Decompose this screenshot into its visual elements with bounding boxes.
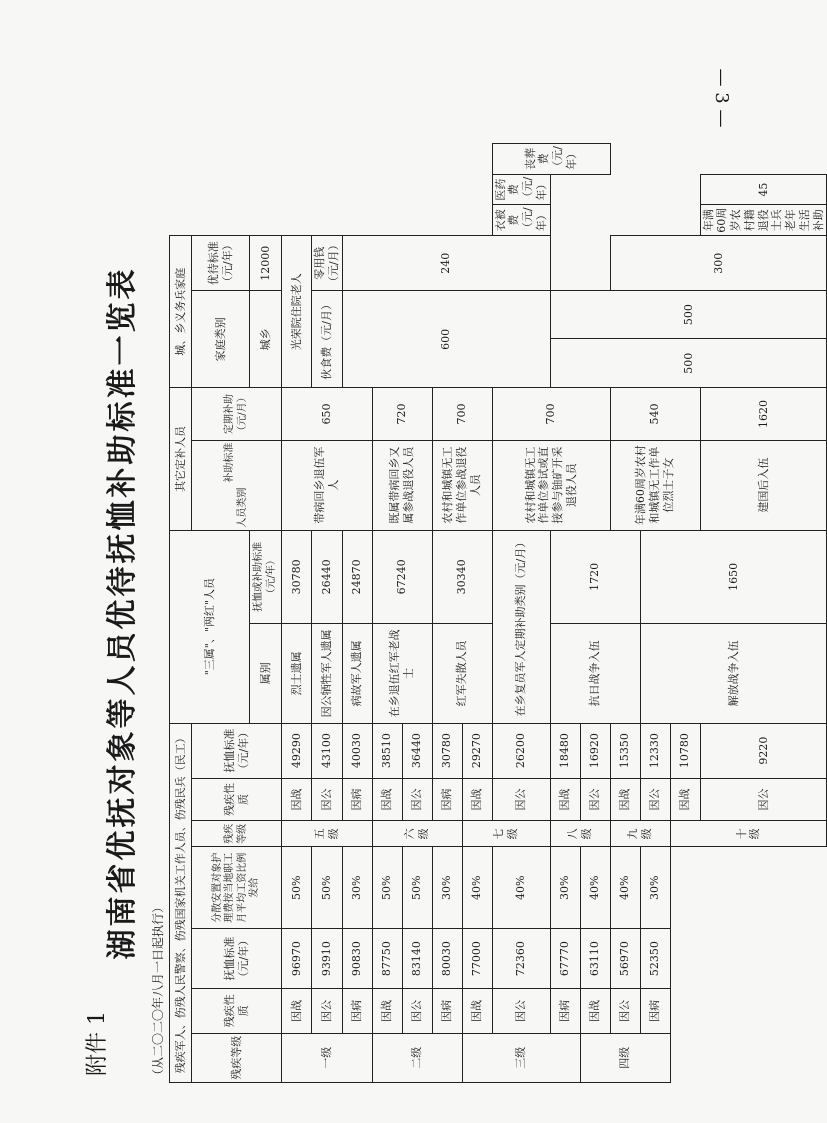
- standard-cell: 83140: [402, 929, 432, 989]
- subsidy-standard-label: 补助标准: [224, 442, 235, 483]
- nature-cell: 因战: [610, 778, 640, 821]
- standard-cell: 36440: [402, 723, 432, 778]
- person-category-label: 人员类别: [236, 487, 248, 528]
- casualty-type-cell: 在乡退伍红军老战士: [372, 624, 432, 724]
- col-casualty-type: 属别: [250, 624, 282, 724]
- casualty-standard-cell: 30780: [282, 530, 312, 623]
- nature-cell: 因公: [700, 778, 827, 821]
- care-cell: 50%: [312, 847, 343, 929]
- medical-fee-value: 500: [550, 291, 827, 339]
- other-type-cell: 年满60周岁农村籍退役士兵老年生活补助: [700, 205, 827, 236]
- level-10: 十级: [670, 821, 827, 847]
- nature-cell: 因战: [670, 778, 700, 821]
- regular-type-cell: 建国后入伍: [700, 440, 827, 530]
- care-cell: 30%: [640, 847, 670, 929]
- page-number: — 3 —: [711, 68, 732, 128]
- level-8: 八级: [550, 821, 610, 847]
- standard-cell: 49290: [282, 723, 312, 778]
- nature-cell: 因公: [610, 989, 640, 1033]
- group4-header: 城、乡义务兵家庭: [170, 236, 192, 388]
- other-type-cell: 农村和城镇无工作单位参试或直接参与铀矿开采退役人员: [492, 440, 610, 530]
- col-casualty-standard: 抚恤或补助标准（元/年）: [250, 530, 282, 623]
- col-medical-fee: 医药费（元/年）: [492, 174, 550, 205]
- nature-cell: 因病: [342, 778, 372, 821]
- col-disability-nature: 残疾性质: [192, 989, 282, 1033]
- other-type-cell: 既属带病回乡又属参战退役人员: [372, 440, 432, 530]
- level-9: 九级: [610, 821, 670, 847]
- casualty-type-cell: 红军失散人员: [432, 624, 492, 724]
- standard-cell: 90830: [342, 929, 372, 989]
- col-disability-level: 残疾等级: [192, 1033, 282, 1082]
- nature-cell: 因战: [580, 989, 610, 1033]
- care-cell: 40%: [580, 847, 610, 929]
- care-cell: 30%: [550, 847, 580, 929]
- nature-cell: 因公: [312, 989, 343, 1033]
- standard-cell: 56970: [610, 929, 640, 989]
- daily-allowance-value: 240: [342, 236, 550, 291]
- nature-cell: 因战: [372, 778, 402, 821]
- col-food-fee: 伙食费（元/月）: [312, 291, 343, 388]
- col-regular-subsidy: 定期补助（元/月）: [192, 388, 282, 440]
- level-4: 四级: [580, 1033, 670, 1082]
- group3-header: 其它定补人员: [170, 388, 192, 530]
- standard-cell: 96970: [282, 929, 312, 989]
- regular-amount-cell: 1650: [640, 530, 827, 623]
- nature-cell: 因病: [432, 778, 462, 821]
- nature-cell: 因病: [550, 989, 580, 1033]
- standard-cell: 87750: [372, 929, 402, 989]
- col-disability-nature-right: 残疾性质: [192, 778, 282, 821]
- casualty-standard-cell: 30340: [432, 530, 492, 623]
- nature-cell: 因公: [492, 989, 550, 1033]
- other-amount-cell: 45: [700, 174, 827, 205]
- empty-cell: [670, 847, 700, 1083]
- col-compensation-standard-right: 抚恤标准（元/年）: [192, 723, 282, 778]
- attachment-label: 附件 1: [85, 1011, 110, 1076]
- regular-type-cell: 解放战争入伍: [640, 624, 827, 724]
- level-6: 六级: [372, 821, 462, 847]
- other-amount-cell: 650: [282, 388, 373, 440]
- regular-type-cell: 抗日战争入伍: [550, 624, 640, 724]
- nature-cell: 因战: [550, 778, 580, 821]
- casualty-standard-cell: 67240: [372, 530, 432, 623]
- standard-cell: 26200: [492, 723, 550, 778]
- standards-table: [169, 143, 827, 1083]
- nature-cell: 因战: [462, 778, 492, 821]
- rotated-document: [97, 143, 825, 1083]
- level-3: 三级: [462, 1033, 580, 1082]
- other-type-cell: 农村和城镇无工作单位参战退役人员: [432, 440, 492, 530]
- family-type-urban-rural: 城乡: [250, 291, 282, 388]
- regular-amount-cell: 1720: [550, 530, 640, 623]
- nature-cell: 因公: [312, 778, 343, 821]
- col-compensation-standard: 抚恤标准（元/年）: [192, 929, 282, 989]
- col-disability-level-right: 残疾等级: [192, 821, 282, 847]
- col-person-category: [192, 440, 282, 530]
- funeral-fee-value: 300: [610, 236, 827, 291]
- nature-cell: 因战: [372, 989, 402, 1033]
- nature-cell: 因战: [282, 989, 312, 1033]
- food-fee-value: 600: [342, 291, 550, 388]
- nature-cell: 因公: [640, 778, 670, 821]
- other-amount-cell: 540: [610, 388, 700, 440]
- other-amount-cell: 700: [432, 388, 492, 440]
- other-type-cell: 年满60周岁农村和城镇无工作单位烈士子女: [610, 440, 700, 530]
- col-clothes-fee: 衣被费（元/年）: [492, 205, 550, 236]
- standard-cell: 15350: [610, 723, 640, 778]
- standard-cell: 93910: [312, 929, 343, 989]
- other-amount-cell: 700: [492, 388, 610, 440]
- casualty-standard-cell: 26440: [312, 530, 343, 623]
- care-cell: 40%: [492, 847, 550, 929]
- other-amount-cell: 720: [372, 388, 432, 440]
- casualty-type-cell: 病故军人遗属: [342, 624, 372, 724]
- nature-cell: 因战: [282, 778, 312, 821]
- nature-cell: 因公: [402, 778, 432, 821]
- empty-cell: [700, 847, 827, 1083]
- standard-cell: 52350: [640, 929, 670, 989]
- level-1: 一级: [282, 1033, 373, 1082]
- standard-cell: 67770: [550, 929, 580, 989]
- care-cell: 50%: [282, 847, 312, 929]
- care-cell: 40%: [610, 847, 640, 929]
- nature-cell: 因战: [462, 989, 492, 1033]
- col-family-type: 家庭类别: [192, 291, 250, 388]
- standard-cell: 18480: [550, 723, 580, 778]
- standard-cell: 12330: [640, 723, 670, 778]
- standard-cell: 80030: [432, 929, 462, 989]
- col-preferential-standard: 优待标准（元/年）: [192, 236, 250, 291]
- nature-cell: 因公: [580, 778, 610, 821]
- nature-cell: 因公: [492, 778, 550, 821]
- standard-cell: 40030: [342, 723, 372, 778]
- sanatorium-header: 光荣院住院老人: [282, 236, 312, 388]
- group2-header: "三属"、"两红"人员: [170, 530, 250, 723]
- family-standard-value: 12000: [250, 236, 282, 291]
- standard-cell: 43100: [312, 723, 343, 778]
- care-cell: 50%: [402, 847, 432, 929]
- standard-cell: 9220: [700, 723, 827, 778]
- nature-cell: 因病: [640, 989, 670, 1033]
- col-daily-allowance: 零用钱（元/月）: [312, 236, 343, 291]
- col-funeral-fee: 丧葬费（元/年）: [492, 144, 610, 175]
- nature-cell: 因公: [402, 989, 432, 1033]
- casualty-type-cell: 烈士遗属: [282, 624, 312, 724]
- other-type-cell: 带病回乡退伍军人: [282, 440, 373, 530]
- group1-header: 残疾军人、伤残人民警察、伤残国家机关工作人员、伤残民兵（民工）: [170, 723, 192, 1082]
- casualty-standard-cell: 24870: [342, 530, 372, 623]
- standard-cell: 72360: [492, 929, 550, 989]
- standard-cell: 77000: [462, 929, 492, 989]
- standard-cell: 16920: [580, 723, 610, 778]
- care-cell: 30%: [432, 847, 462, 929]
- effective-date-note: （从二〇二〇年八月一日起执行）: [151, 900, 165, 1081]
- care-cell: 30%: [342, 847, 372, 929]
- care-cell: 40%: [462, 847, 492, 929]
- level-2: 二级: [372, 1033, 462, 1082]
- standard-cell: 63110: [580, 929, 610, 989]
- regular-subsidy-header: 在乡复员军人定期补助类别（元/月）: [492, 530, 550, 723]
- casualty-type-cell: 因公牺牲军人遗属: [312, 624, 343, 724]
- col-nursing-fee: 分散安置对象护理费按当地职工月平均工资比例发给: [192, 847, 282, 929]
- document-title: 湖南省优抚对象等人员优待抚恤补助标准一览表: [105, 266, 140, 960]
- level-5: 五级: [282, 821, 373, 847]
- nature-cell: 因病: [342, 989, 372, 1033]
- standard-cell: 29270: [462, 723, 492, 778]
- regular-amount-cell: 1620: [700, 388, 827, 440]
- standard-cell: 38510: [372, 723, 402, 778]
- standard-cell: 10780: [670, 723, 700, 778]
- care-cell: 50%: [372, 847, 402, 929]
- level-7: 七级: [462, 821, 550, 847]
- clothes-fee-value: 500: [550, 339, 827, 388]
- standard-cell: 30780: [432, 723, 462, 778]
- nature-cell: 因病: [432, 989, 462, 1033]
